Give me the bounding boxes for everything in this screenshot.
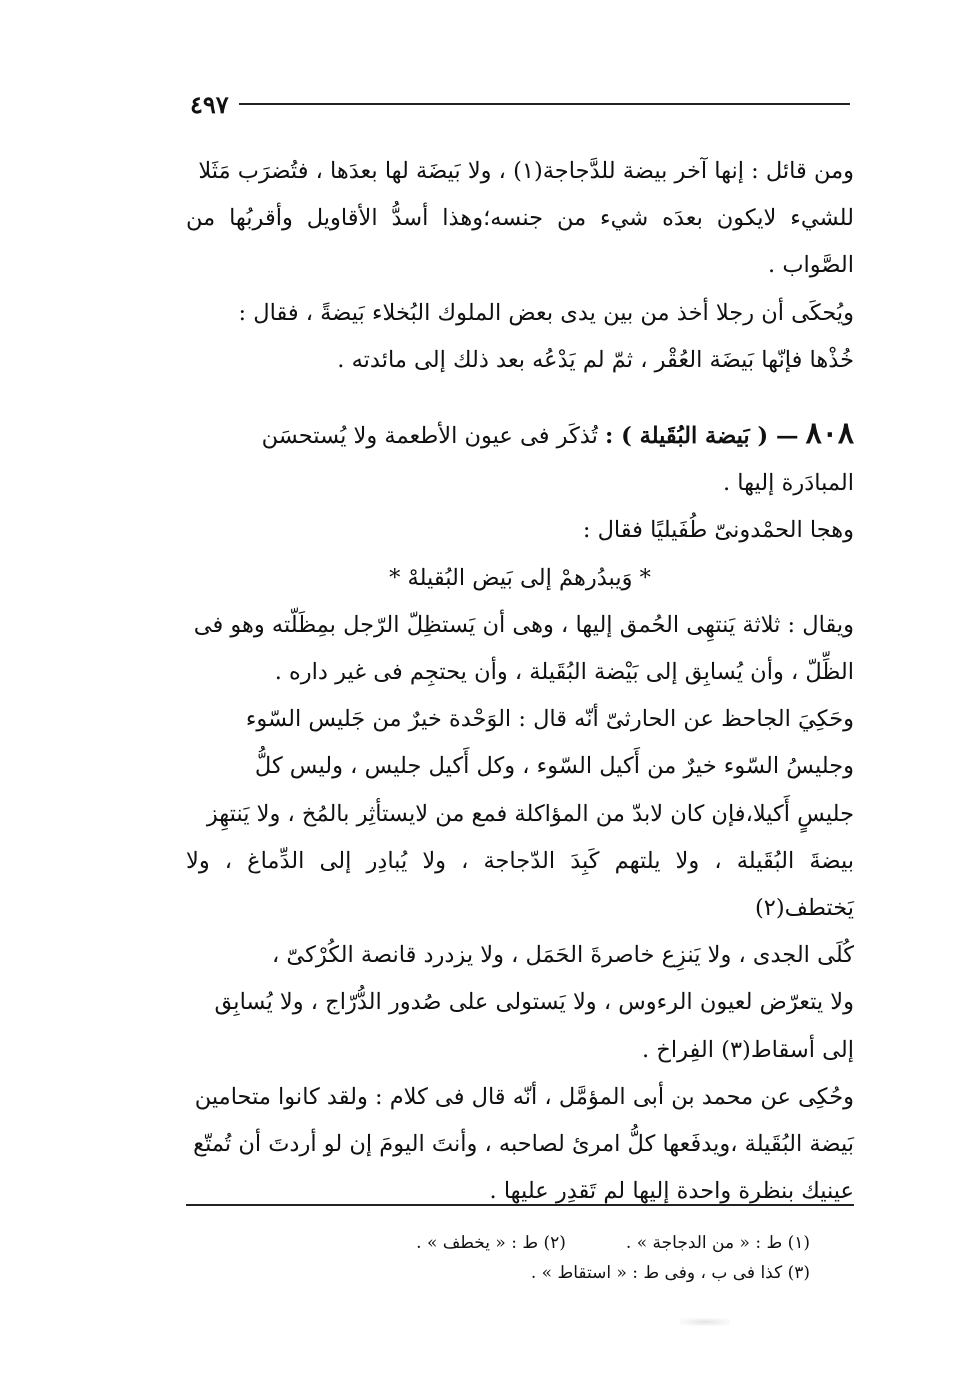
text-line: للشيء لايكون بعدَه شيء من جنسه؛وهذا أسدُّ الأقاويل وأقربُها من الصَّواب . (186, 205, 854, 279)
text-line: وجليسُ السّوء خيرٌ من أَكيل السّوء ، وكل أَكيل جليس ، وليس كلُّ (254, 753, 854, 780)
footnote-row (340, 1258, 810, 1288)
scan-artifact (680, 1318, 730, 1326)
text-line: ويُحكَى أن رجلا أخذ من بين يدى بعض الملوك البُخلاء بَيضةً ، فقال : (238, 299, 854, 326)
entry-number: ٨٠٨ (805, 416, 854, 452)
text-line: وحَكِيَ الجاحظ عن الحارثىّ أنّه قال : الوَحْدة خيرٌ من جَليس السّوء (245, 706, 854, 733)
text-line: ولا يتعرّض لعيون الرءوس ، ولا يَستولى على صُدور الدُّرّاج ، ولا يُسابِق (214, 989, 854, 1016)
text-line: بَيضة البُقَيلة ،ويدفَعها كلُّ امرئ لصاحبه ، وأنتَ اليومَ إن لو أردتَ أن تُمتّع (193, 1131, 854, 1158)
text-line: بيضةَ البُقَيلة ، ولا يلتهم كَبِدَ الدّجاجة ، ولا يُبادِر إلى الدِّماغ ، ولا يَختطف(٢) (186, 847, 854, 922)
text-line: جليسٍ أَكيلا،فإن كان لابدّ من المؤاكلة فمع من لايستأثِر بالمُخ ، ولا يَنتهِز (206, 800, 854, 827)
text-line: وهجا الحمْدونىّ طُفَيليًا فقال : (582, 517, 854, 544)
paragraph (186, 696, 854, 1074)
footnote-rule (186, 1204, 854, 1206)
footnote-2: (٢) ط : « يخطف » . (416, 1233, 566, 1253)
paragraph (186, 1074, 854, 1216)
text-line: وحُكِى عن محمد بن أبى المؤمَّل ، أنّه قال فى كلام : ولقد كانوا متحامين (194, 1083, 854, 1110)
text-line: خُذْها فإنّها بَيضَة العُقْر ، ثمّ لم يَدْعُه بعد ذلك إلى مائدته . (337, 346, 854, 373)
footnote-1: (١) ط : « من الدجاجة » . (625, 1233, 810, 1253)
paragraph (186, 507, 854, 554)
text-line: عينيك بنظرة واحدة إليها لم تَقدِر عليها . (489, 1178, 854, 1205)
paragraph (186, 148, 854, 290)
text-line: ومن قائل : إنها آخر بيضة للدَّجاجة(١) ، ولا بَيضَة لها بعدَها ، فتُضرَب مَثَلا (198, 158, 854, 184)
text-line: ويقال : ثلاثة يَنتهِى الحُمق إليها ، وهى أن يَستظِلّ الرّجل بمِظَلّته وهو فى (193, 611, 854, 638)
text-line: إلى أسقاط(٣) الفِراخ . (642, 1036, 854, 1063)
footnotes (340, 1228, 810, 1288)
verse-text: * وَيبدُرهمْ إلى بَيض البُقيلهْ * (389, 564, 651, 591)
paragraph (186, 602, 854, 696)
entry-heading: — ( بَيضة البُقَيلة ) : (605, 423, 799, 450)
body-text (186, 148, 854, 1215)
page-number: ٤٩٧ (190, 89, 229, 119)
paragraph (186, 290, 854, 384)
entry-paragraph (186, 410, 854, 507)
text-line: المبادَرة إليها . (722, 470, 854, 497)
footnote-row (340, 1228, 810, 1258)
text-line: الظِّلّ ، وأن يُسابِق إلى بَيْضة البُقَيلة ، وأن يحتجِم فى غير داره . (274, 659, 854, 686)
text-line: تُذكَر فى عيون الأطعمة ولا يُستحسَن (261, 423, 598, 450)
footnote-3: (٣) كذا فى ب ، وفى ط : « استقاط » . (530, 1263, 810, 1283)
verse-line (186, 555, 854, 602)
text-line: كُلَى الجدى ، ولا يَنزِع خاصرةَ الحَمَل ، ولا يزدرد قانصة الكُرْكىّ ، (271, 942, 854, 969)
page-header (190, 84, 850, 124)
header-rule (239, 103, 850, 105)
